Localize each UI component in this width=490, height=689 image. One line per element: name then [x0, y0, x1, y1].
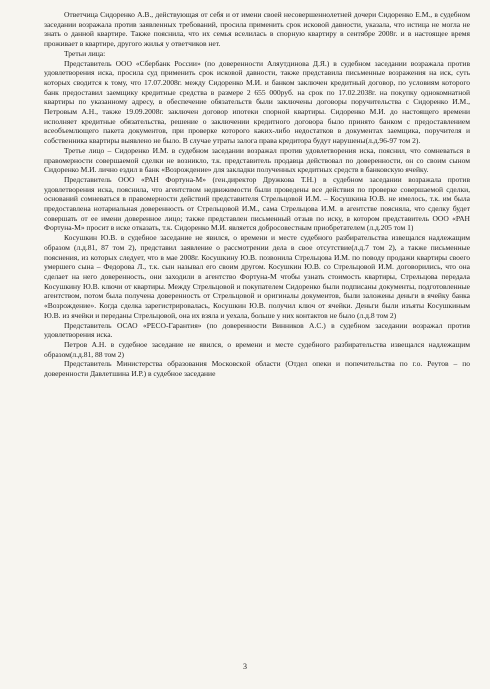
- paragraph-defendant-sidorenko: Ответчица Сидоренко А.В., действующая от себя и от имени своей несовершеннолетней дочери Сидоренко Е.М., в судебном заседании возражала против заявленных требований, просила применить срок исковой давности, указала, что истица не могла не знать о данной квартире. Также пояснила, что их семья вселилась в спорную квартиру в сентябре 2008г. и в настоящее время проживает в квартире, другого жилья у ответчиков нет.: [44, 10, 470, 49]
- document-body: [44, 10, 470, 379]
- page-number: 3: [243, 662, 247, 671]
- paragraph-kosushkin: Косушкин Ю.В. в судебное заседание не явился, о времени и месте судебного разбирательства извещался надлежащим образом (л.д.81, 87 том 2), представил заявление о рассмотрении дела в свое отсутствие(л.д.7 том 2), а также письменные пояснения, из которых следует, что в мае 2008г. Косушкину Ю.В. позвонила Стрельцова И.М. по поводу продажи квартиры своего умершего сына – Федорова Л., т.к. сын называл его своим другом. Косушкин Ю.В. со Стрельцовой И.М. договорились, что она сделает на него доверенность, они заходили в агентство Фортуна-М чтобы узнать стоимость квартиры, Стрельцова передала Косушкину Ю.В. ключи от квартиры. Между Стрельцовой и покупателем Сидоренко были подписаны документы, подготовленные агентством, потом была получена доверенность от Стрельцовой и оригиналы документов, были заложены деньги в ячейку банка «Возрождение». Когда сделка зарегистрировалась, Косушкин Ю.В. получил ключ от ячейки. Деньги были изъяты Косушкиным Ю.В. из ячейки и переданы Стрельцовой, она их взяла и уехала, больше у них контактов не было (л.д.8 том 2): [44, 233, 470, 320]
- paragraph-reso-garantia: Представитель ОСАО «РЕСО-Гарантия» (по доверенности Винников А.С.) в судебном заседании возражал против удовлетворения иска.: [44, 320, 470, 340]
- paragraph-third-party-sidorenko-im: Третье лицо – Сидоренко И.М. в судебном заседании возражал против удовлетворения иска, пояснил, что сомневаться в правомерности совершаемой сделки не возникло, т.к. представитель продавца действовал по доверенности, он со своим сыном Сидоренко М.И. лично ездил в банк «Возрождение» для закладки полученных кредитных средств в банковскую ячейку.: [44, 145, 470, 175]
- paragraph-ministry-education: Представитель Министерства образования Московской области (Отдел опеки и попечительства по г.о. Реутов – по доверенности Давлетшина И.Р.) в судебное заседание: [44, 359, 470, 379]
- paragraph-third-parties-heading: Третьи лица:: [64, 48, 106, 58]
- paragraph-petrov: Петров А.Н. в судебное заседание не явился, о времени и месте судебного разбирательства извещался надлежащим образом(л.д.81, 88 том 2): [44, 339, 470, 359]
- paragraph-sberbank-representative: Представитель ООО «Сбербанк России» (по доверенности Аляутдинова Д.Я.) в судебном заседании возражала против удовлетворения иска, просила суд применить срок исковой давности, также представила письменные возражения на иск, суть которых сводится к тому, что 17.07.2008г. между Сидоренко М.И. и банком заключен кредитный договор, по условиям которого банк предоставил заемщику кредитные средства в размере 2 655 000руб. на срок по 17.02.2038г. на покупку однокомнатной квартиры по указанному адресу, в обеспечение обязательств были заключены договоры поручительства с Сидоренко И.М., Петровым А.Н., также 19.09.2008г. заключен договор ипотеки спорной квартиры. Сидоренко М.И. до настоящего времени исполняет кредитные обязательства, решение о заключении кредитного договора было принято банком с предоставлением всеобъемлющего пакета документов, при проверке которого каких-либо недостатков в документах заемщика, поручителя и собственника квартиры выявлено не было. В случае утраты залога права кредитора будут нарушены(л.д.96-97 том 2).: [44, 58, 470, 146]
- paragraph-fortuna-m-representative: Представитель ООО «РАН Фортуна-М» (ген.директор Дружкова Т.Н.) в судебном заседании возражала против удовлетворения иска, пояснила, что агентством недвижимости были проведены все действия по проверке совершаемой сделки, оснований сомневаться в правомерности действий представителя Стрельцовой И.М. – Косушкина Ю.В. не имелось, т.к. им была предоставлена нотариальная доверенность от Стрельцовой И.М., сама Стрельцова И.М. в агентстве поясняла, что сделку будет совершать от ее имени доверенное лицо; также представлен письменный отзыв по иску, в котором представитель ООО «РАН Фортуна-М» просит в иске отказать, т.к. Сидоренко М.И. является добросовестным приобретателем (л.д.205 том 1): [44, 174, 470, 233]
